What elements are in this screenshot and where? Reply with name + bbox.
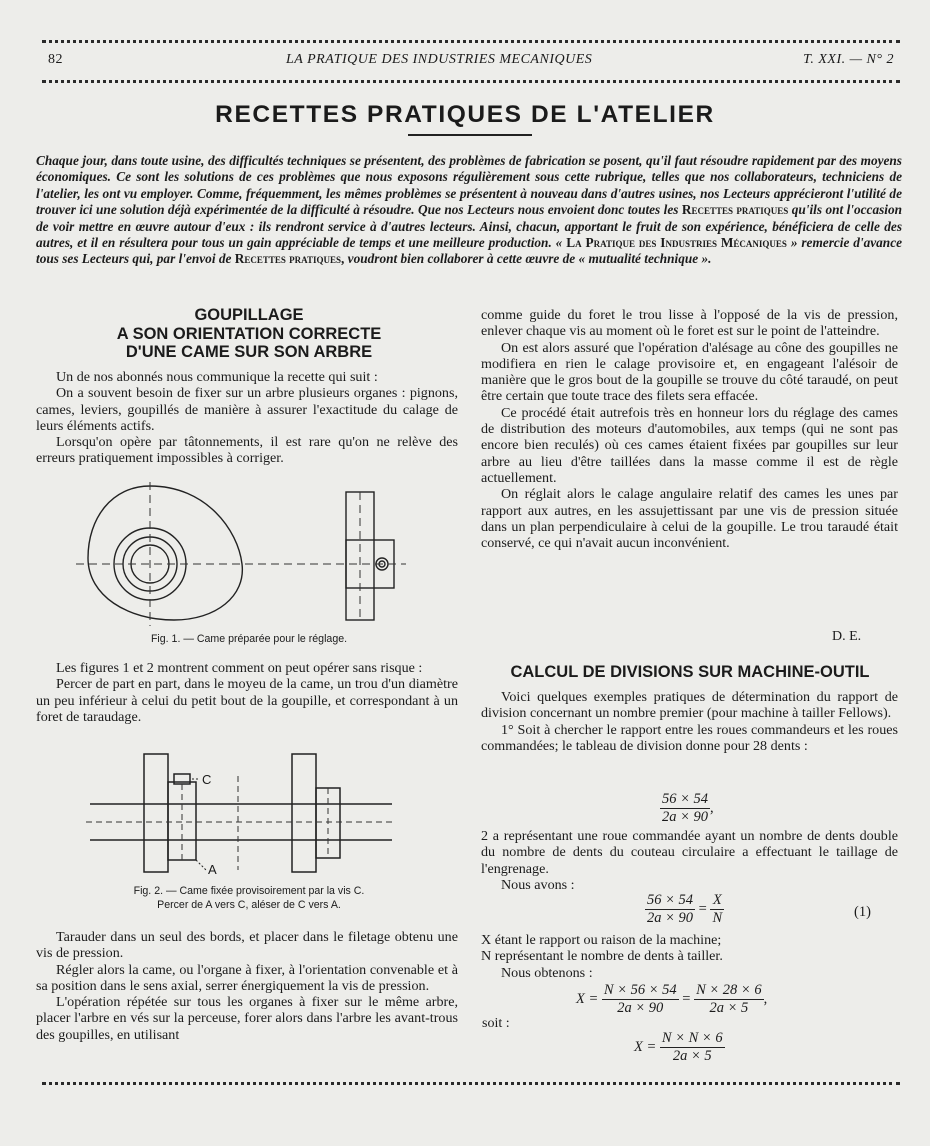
article2-text-c: X étant le rapport ou raison de la machine; N représentant le nombre de dents à tailler. Nous obtenons :: [481, 932, 723, 981]
article2-text-b: 2 a représentant une roue commandée ayant un nombre de dents double du nombre de dents du couteau circulaire a effectuant le taillage de l'engrenage. Nous avons :: [481, 828, 898, 893]
article2-text-a: Voici quelques exemples pratiques de détermination du rapport de division concernant un nombre premier (pour machine à tailler Fellows). 1° Soit à chercher le rapport entre les roues commandeurs et les roues commandées; le tableau de division donne pour 28 dents :: [481, 689, 898, 754]
fig2-assembly-drawing: [86, 748, 396, 876]
article1-heading: GOUPILLAGE A SON ORIENTATION CORRECTE D'UNE CAME SUR SON ARBRE: [116, 306, 382, 361]
title-underline: [408, 134, 532, 136]
article1-text-a: Un de nos abonnés nous communique la recette qui suit : On a souvent besoin de fixer sur un arbre plusieurs organes : pignons, cames, leviers, goupillés de manière à assurer l'exactitude du calage de leurs éléments actifs. Lorsqu'on opère par tâtonnements, il est rare qu'on ne relève des erreurs pratiquement impossibles à corriger.: [36, 369, 458, 467]
journal-title: LA PRATIQUE DES INDUSTRIES MECANIQUES: [286, 52, 593, 67]
fig1-caption: Fig. 1. — Came préparée pour le réglage.: [150, 633, 348, 645]
section-intro: Chaque jour, dans toute usine, des difficultés techniques se présentent, des problèmes de fabrication se posent, qu'il faut résoudre rapidement par des moyens économiques. Ce sont les solutions de ces problèmes que nous exposons régulièrement sous cette rubrique, telles que nos collaborateurs, techniciens de l'atelier, les ont vu employer. Comme, fréquemment, les mêmes problèmes se présentent à nouveau dans d'autres usines, nos Lecteurs apprécieront l'utilité de trouver ici une solution déjà expérimentée de la difficulté à résoudre. Que nos Lecteurs nous envoient donc toutes les Recettes pratiques qu'ils ont l'occasion de voir mettre en œuvre autour d'eux : ils rendront service à d'autres lecteurs. Ainsi, chacun, apportant le fruit de son expérience, bénéficiera de celle des autres, et il en résultera pour tous un gain appréciable de temps et une meilleure production. « La Pratique des Industries Mécaniques » remercie d'avance tous ses Lecteurs qui, par l'envoi de Recettes pratiques, voudront bien collaborer à cette œuvre de « mutualité technique ».: [36, 153, 903, 267]
article1-text-b: Les figures 1 et 2 montrent comment on peut opérer sans risque : Percer de part en part, dans le moyeu de la came, un trou d'un diamètre un peu inférieur à celui du petit bout de la goupille, et correspondant à un foret de taraudage.: [36, 660, 458, 725]
formula-1: $\frac{56 \times 54}{2a \times 90}$ ,: [662, 791, 714, 825]
header-dotted-rule: [42, 80, 900, 83]
bottom-dotted-rule: [42, 1082, 900, 1085]
fig2-label-a: A: [208, 862, 217, 876]
section-title: RECETTES PRATIQUES DE L'ATELIER: [215, 101, 715, 128]
article1-signature: D. E.: [832, 629, 862, 644]
article1-text-d: comme guide du foret le trou lisse à l'opposé de la vis de pression, enlever chaque vis au moment où le foret est sur le point de l'atteindre. On est alors assuré que l'opération d'alésage au cône des goupilles ne modifiera en rien le calage provisoire et, en engageant l'alésoir de manière que le gros bout de la goupille se trouve du côté taraudé, on peut être certain que toute trace des filets sera effacée. Ce procédé était autrefois très en honneur lors du réglage des cames de distribution des moteurs d'automobiles, aux temps (qui ne sont pas encore bien reculés) où ces cames étaient fixées par goupilles sur leur arbre au lieu d'être taillées dans la masse comme il est de règle actuellement. On réglait alors le calage angulaire relatif des cames les unes par rapport aux autres, en les assujettissant par une vis de pression située dans un plan perpendiculaire à celui de la goupille. Le trou taraudé était conservé, ce qui n'avait aucun inconvénient.: [481, 307, 898, 552]
soit-label: soit :: [482, 1016, 510, 1031]
equation-number: (1): [854, 904, 871, 920]
top-dotted-rule: [42, 40, 900, 43]
issue-number: T. XXI. — N° 2: [803, 52, 894, 67]
fig1-cam-drawing: [66, 478, 416, 630]
article1-text-c: Tarauder dans un seul des bords, et placer dans le filetage obtenu une vis de pression. Régler alors la came, ou l'organe à fixer, à l'orientation convenable et à sa position dans le sens axial, serrer énergiquement la vis de pression. L'opération répétée sur tous les organes à fixer sur le même arbre, placer l'arbre en vés sur la perceuse, forer alors dans l'arbre les avant-trous des goupilles, en utilisant: [36, 929, 458, 1043]
formula-3: X = $\frac{N \times 56 \times 54}{2a \times 90}$ = $\frac{N \times 28 \times 6}{2a \times 5}$ ,: [576, 982, 768, 1016]
article2-heading: CALCUL DE DIVISIONS SUR MACHINE-OUTIL: [510, 663, 870, 681]
formula-4: X = $\frac{N \times N \times 6}{2a \times 5}$: [634, 1030, 723, 1064]
fig2-label-c: C: [202, 772, 212, 787]
formula-2: $\frac{56 \times 54}{2a \times 90}$ = $\frac{X}{N}$: [647, 892, 723, 926]
page-number: 82: [48, 52, 63, 67]
fig2-caption: Fig. 2. — Came fixée provisoirement par la vis C. Percer de A vers C, aléser de C vers A.: [133, 885, 365, 911]
